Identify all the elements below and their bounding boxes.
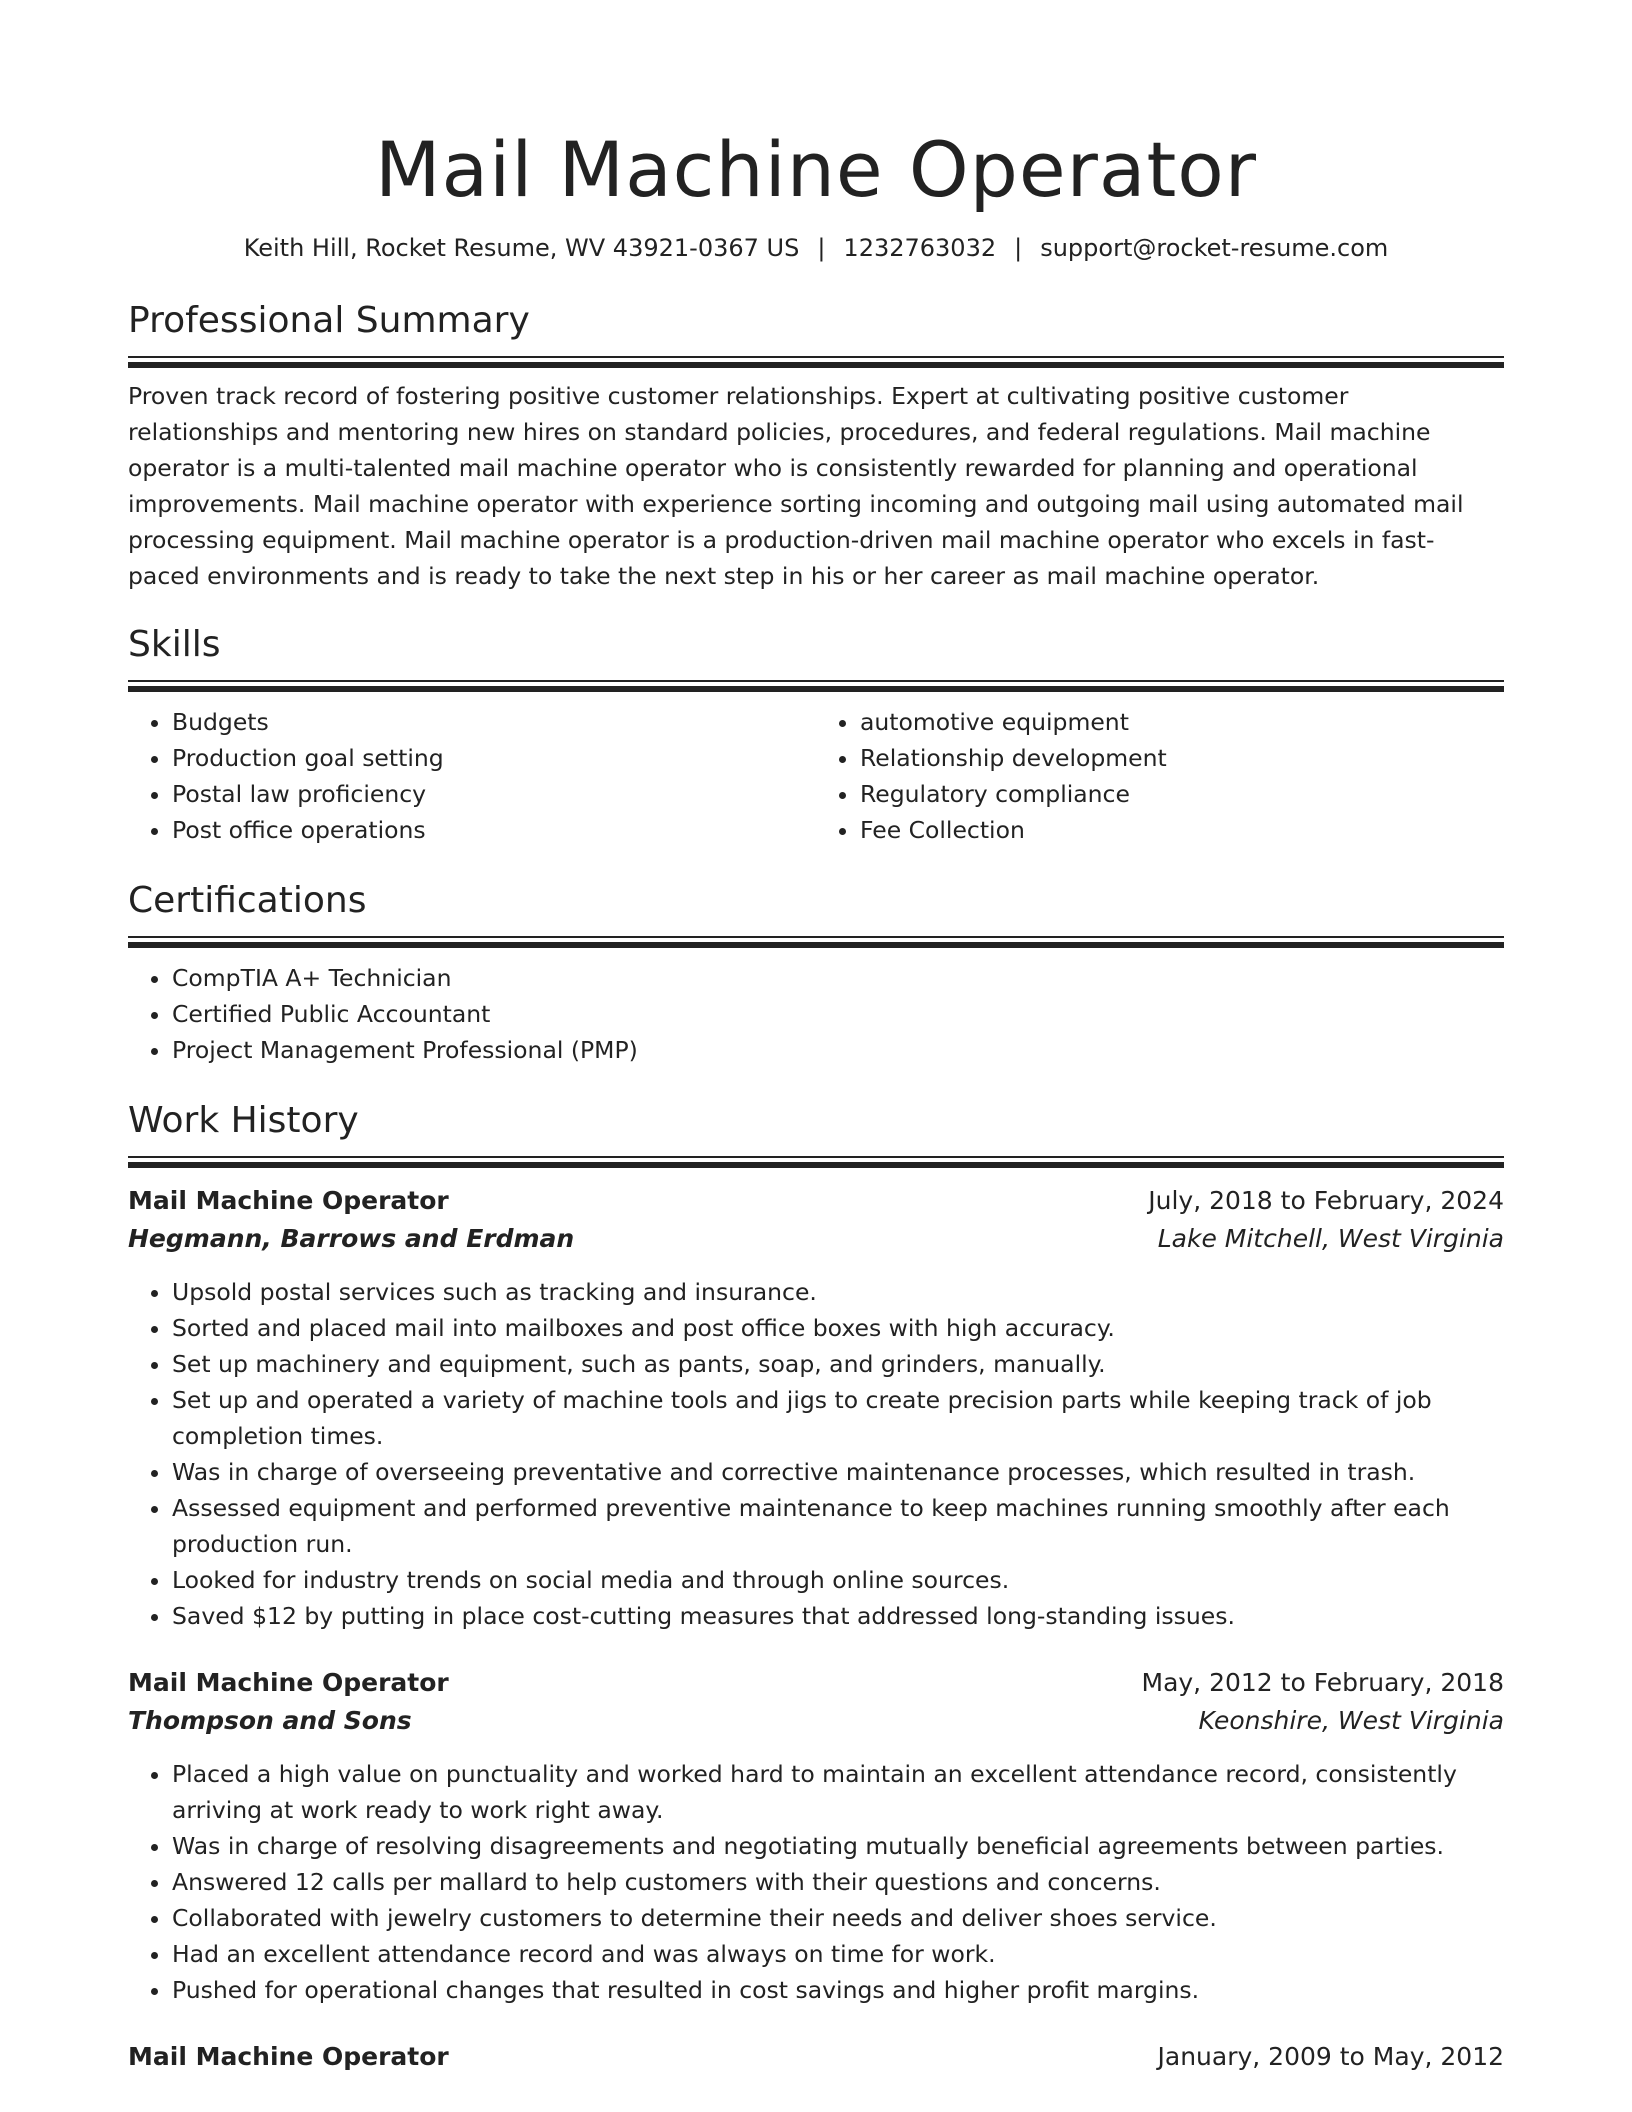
job-bullets xyxy=(128,1274,1504,1634)
job-bullet: • Sorted and placed mail into mailboxes and post office boxes with high accuracy. xyxy=(172,1310,1504,1346)
job-bullet: • Answered 12 calls per mallard to help customers with their questions and concerns. xyxy=(172,1864,1504,1900)
job-entry xyxy=(128,2038,1504,2076)
contact-phone: 1232763032 xyxy=(843,234,997,262)
skill-item: • Fee Collection xyxy=(860,812,1504,848)
section-heading-summary: Professional Summary xyxy=(128,300,530,341)
skills-grid xyxy=(128,704,1504,848)
job-header-row xyxy=(128,1664,1504,1702)
skill-item: • Regulatory compliance xyxy=(860,776,1504,812)
skill-item: • Budgets xyxy=(172,704,816,740)
resume-title: Mail Machine Operator xyxy=(374,125,1257,214)
job-bullet: • Set up machinery and equipment, such as pants, soap, and grinders, manually. xyxy=(172,1346,1504,1382)
certification-item: • Certified Public Accountant xyxy=(172,996,1504,1032)
certification-item: • CompTIA A+ Technician xyxy=(172,960,1504,996)
job-bullet: • Was in charge of overseeing preventative and corrective maintenance processes, which resulted in trash. xyxy=(172,1454,1504,1490)
job-title: Mail Machine Operator xyxy=(128,1668,449,1697)
certifications-list xyxy=(128,960,1504,1068)
job-title: Mail Machine Operator xyxy=(128,2042,449,2071)
job-company-row xyxy=(128,1702,1504,1740)
section-divider xyxy=(128,1156,1504,1168)
skill-item: • automotive equipment xyxy=(860,704,1504,740)
job-entry xyxy=(128,1182,1504,1634)
job-company: Thompson and Sons xyxy=(128,1706,412,1735)
skills-list-left xyxy=(128,704,816,848)
job-bullet: • Set up and operated a variety of machine tools and jigs to create precision parts while keeping track of job completion times. xyxy=(172,1382,1504,1454)
section-heading-skills: Skills xyxy=(128,624,221,665)
job-bullet: • Collaborated with jewelry customers to determine their needs and deliver shoes service. xyxy=(172,1900,1504,1936)
job-bullet: • Had an excellent attendance record and was always on time for work. xyxy=(172,1936,1504,1972)
contact-address: Keith Hill, Rocket Resume, WV 43921-0367 US xyxy=(243,234,800,262)
skills-section xyxy=(128,622,1504,848)
section-heading-work-history: Work History xyxy=(128,1100,359,1141)
certification-item: • Project Management Professional (PMP) xyxy=(172,1032,1504,1068)
summary-text: Proven track record of fostering positive customer relationships. Expert at cultivating positive customer relationships and mentoring new hires on standard policies, procedures, and federal regulations. Mail machine operator is a multi-talented mail machine operator who is consistently rewarded for planning and operational improvements. Mail machine operator with experience sorting incoming and outgoing mail using automated mail processing equipment. Mail machine operator is a production-driven mail machine operator who excels in fast-paced environments and is ready to take the next step in his or her career as mail machine operator. xyxy=(128,382,1464,590)
certifications-section xyxy=(128,878,1504,1068)
skill-item: • Post office operations xyxy=(172,812,816,848)
job-bullet: • Was in charge of resolving disagreements and negotiating mutually beneficial agreements between parties. xyxy=(172,1828,1504,1864)
contact-separator: | xyxy=(1014,234,1023,262)
section-heading-certifications: Certifications xyxy=(128,880,367,921)
section-divider xyxy=(128,936,1504,948)
contact-line xyxy=(128,232,1504,264)
job-bullet: • Placed a high value on punctuality and worked hard to maintain an excellent attendance record, consistently arriving at work ready to work right away. xyxy=(172,1756,1504,1828)
job-bullet: • Looked for industry trends on social media and through online sources. xyxy=(172,1562,1504,1598)
summary-section xyxy=(128,298,1504,594)
job-bullet: • Pushed for operational changes that resulted in cost savings and higher profit margins. xyxy=(172,1972,1504,2008)
job-location: Lake Mitchell, West Virginia xyxy=(1157,1224,1504,1253)
contact-email[interactable]: support@rocket-resume.com xyxy=(1040,234,1389,262)
job-company: Hegmann, Barrows and Erdman xyxy=(128,1224,575,1253)
job-title: Mail Machine Operator xyxy=(128,1186,449,1215)
skill-item: • Postal law proficiency xyxy=(172,776,816,812)
job-bullet: • Saved $12 by putting in place cost-cutting measures that addressed long-standing issues. xyxy=(172,1598,1504,1634)
job-header-row xyxy=(128,1182,1504,1220)
resume-page xyxy=(128,0,1504,2076)
job-company-row xyxy=(128,1220,1504,1258)
skills-list-right xyxy=(816,704,1504,848)
job-bullets xyxy=(128,1756,1504,2008)
job-dates: July, 2018 to February, 2024 xyxy=(1148,1186,1504,1215)
section-divider xyxy=(128,356,1504,368)
work-history-section xyxy=(128,1098,1504,2076)
job-header-row xyxy=(128,2038,1504,2076)
skill-item: • Relationship development xyxy=(860,740,1504,776)
job-dates: January, 2009 to May, 2012 xyxy=(1157,2042,1504,2071)
job-dates: May, 2012 to February, 2018 xyxy=(1141,1668,1504,1697)
section-divider xyxy=(128,680,1504,692)
contact-separator: | xyxy=(817,234,826,262)
job-bullet: • Assessed equipment and performed preventive maintenance to keep machines running smoothly after each production run. xyxy=(172,1490,1504,1562)
job-bullet: • Upsold postal services such as tracking and insurance. xyxy=(172,1274,1504,1310)
skill-item: • Production goal setting xyxy=(172,740,816,776)
job-location: Keonshire, West Virginia xyxy=(1198,1706,1504,1735)
job-entry xyxy=(128,1664,1504,2008)
